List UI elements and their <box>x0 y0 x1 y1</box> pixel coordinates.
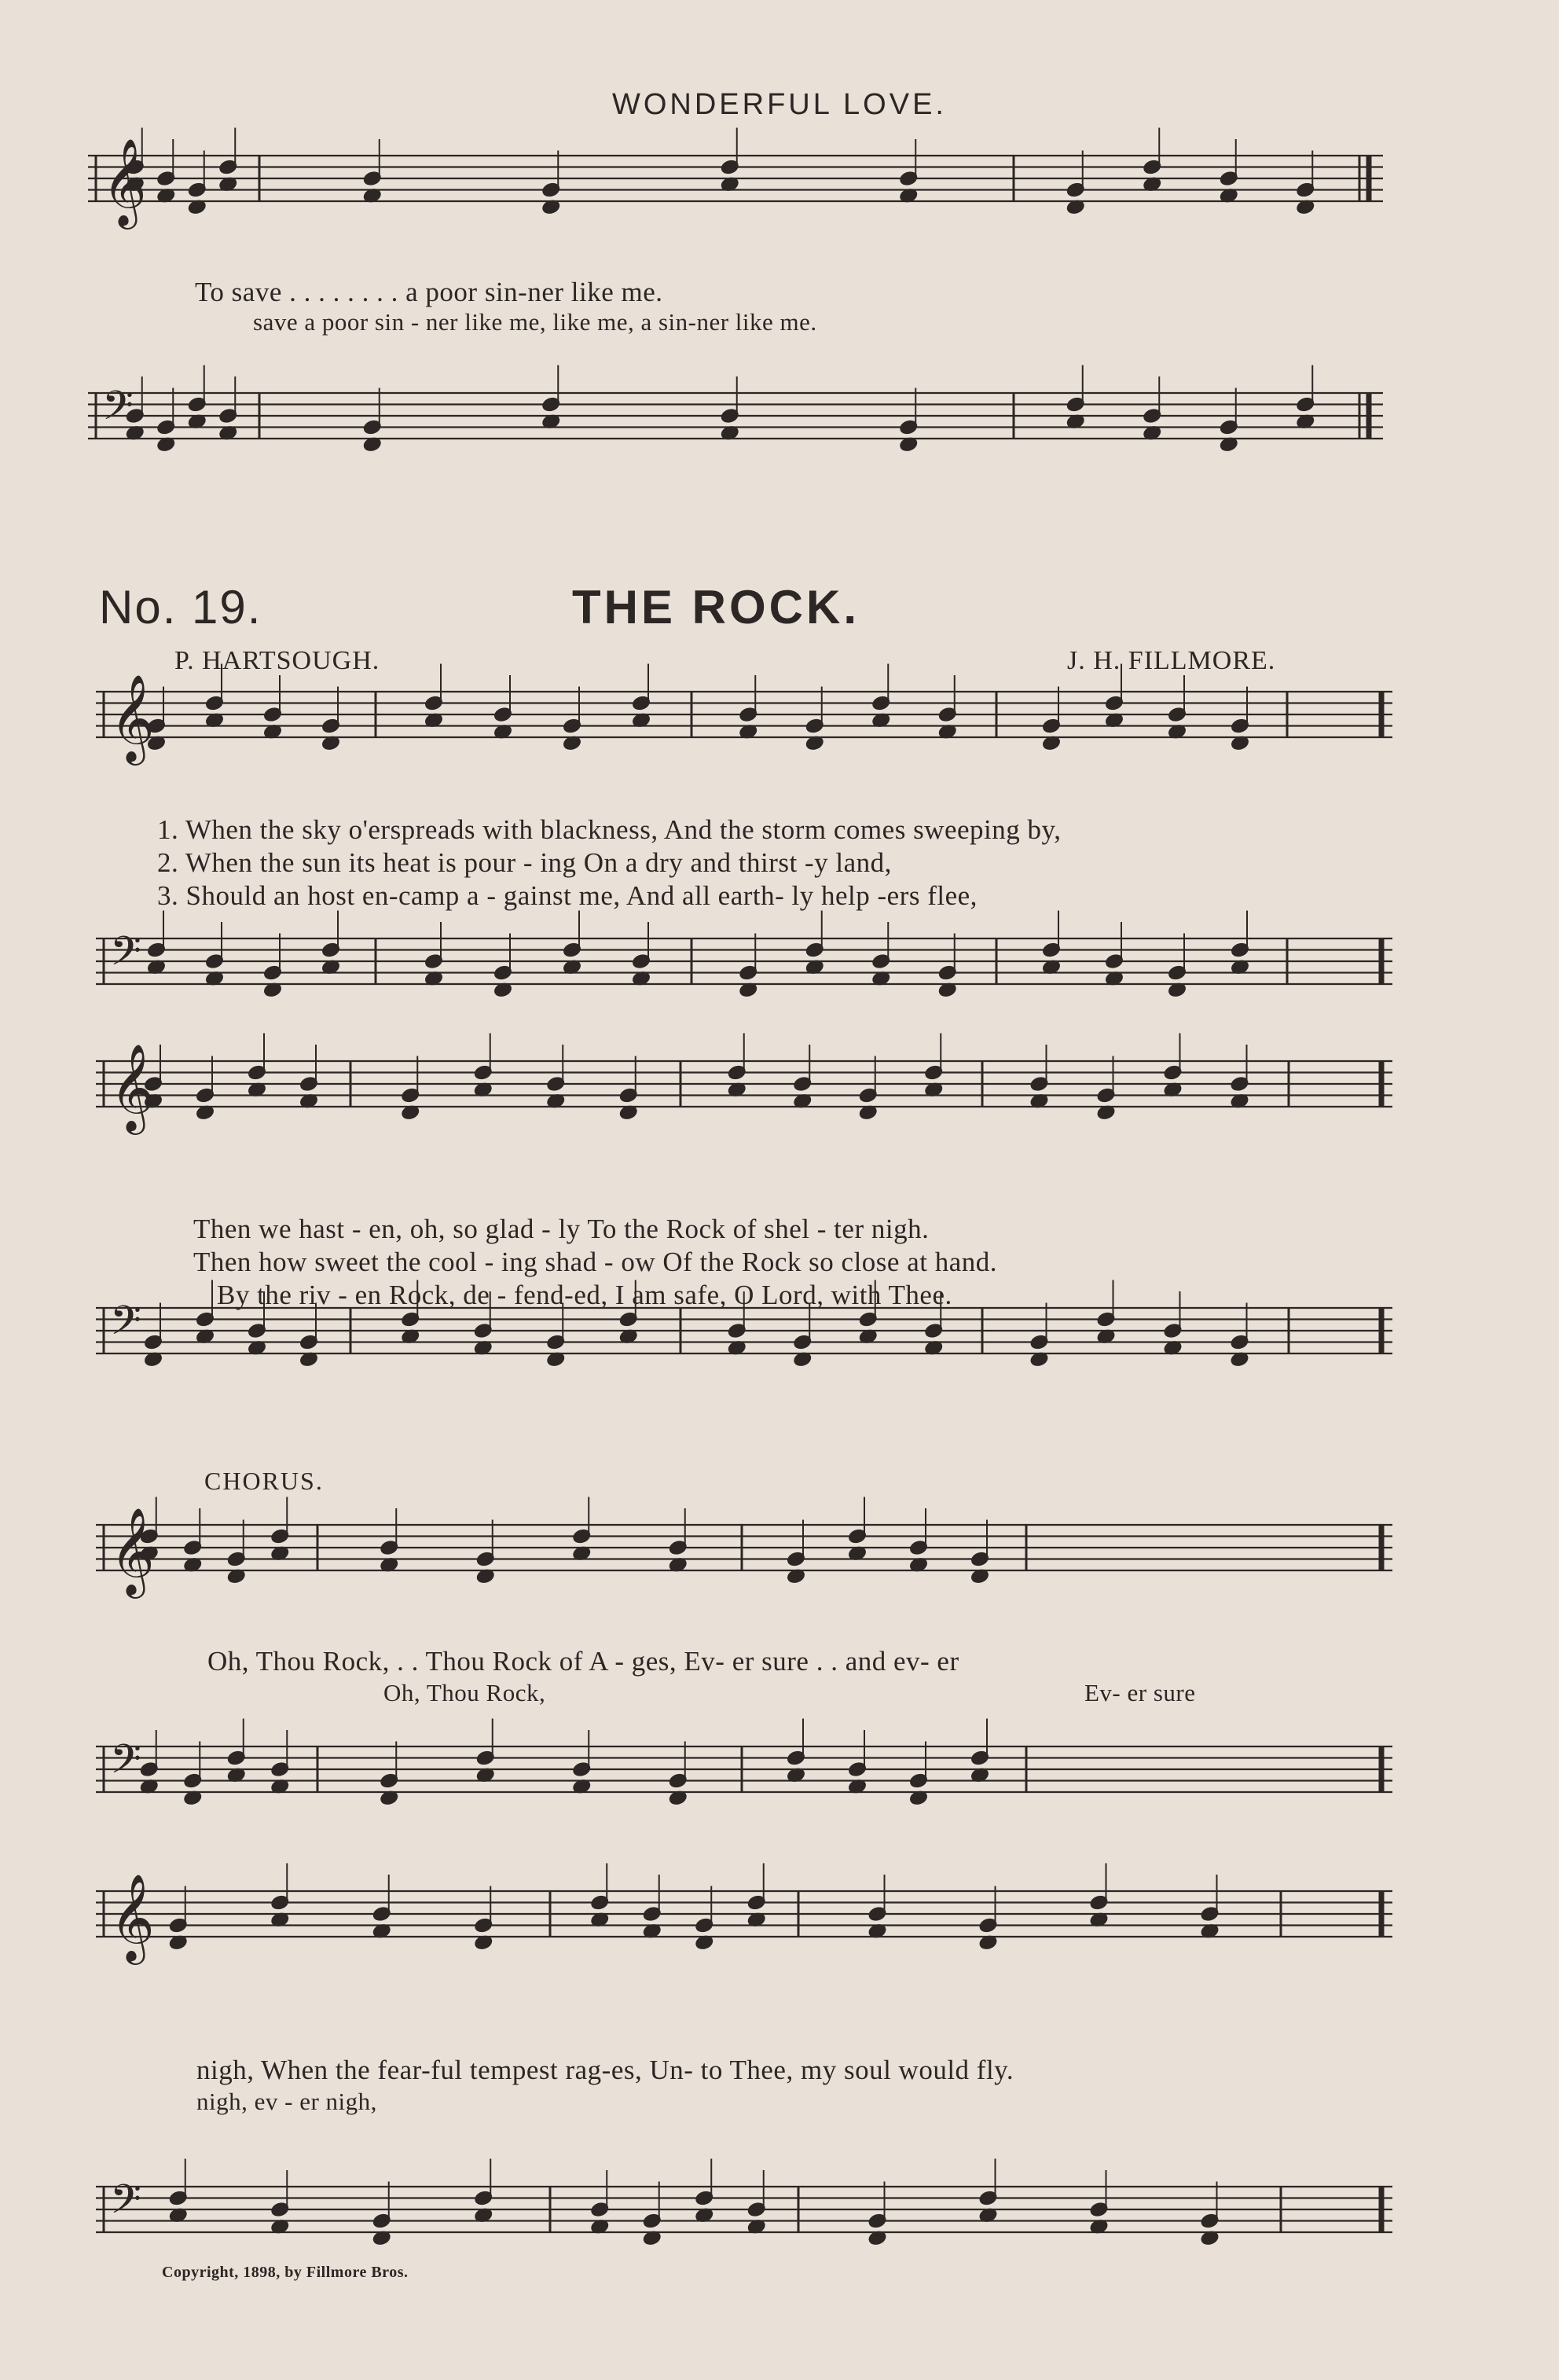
bass-clef-icon: 𝄢 <box>110 927 141 985</box>
verse-1-line-a: 1. When the sky o'erspreads with blackness, And the storm comes sweeping by, <box>157 814 1062 845</box>
verse-2-line-b: Then how sweet the cool - ing shad - ow Of the Rock so close at hand. <box>193 1247 998 1277</box>
treble-clef-icon: 𝄞 <box>110 674 155 762</box>
bass-clef-icon: 𝄢 <box>110 1735 141 1793</box>
bass-clef-icon: 𝄢 <box>110 1296 141 1354</box>
top-lyrics-line-1: To save . . . . . . . . a poor sin-ner like me. <box>195 277 663 307</box>
hymn-title: THE ROCK. <box>572 581 860 634</box>
copyright-notice: Copyright, 1898, by Fillmore Bros. <box>162 2264 409 2281</box>
verse-3-line-b: By the riv - en Rock, de - fend-ed, I am safe, O Lord, with Thee. <box>217 1280 952 1310</box>
treble-clef-icon: 𝄞 <box>110 1507 155 1595</box>
bass-clef-icon: 𝄢 <box>110 2175 141 2233</box>
treble-clef-icon: 𝄞 <box>110 1043 155 1131</box>
top-lyrics-line-2: save a poor sin - ner like me, like me, a sin-ner like me. <box>253 308 817 336</box>
bass-clef-icon: 𝄢 <box>102 381 134 439</box>
top-section-title: WONDERFUL LOVE. <box>612 88 947 121</box>
treble-clef-icon: 𝄞 <box>110 1873 155 1961</box>
verse-1-line-b: Then we hast - en, oh, so glad - ly To the Rock of shel - ter nigh. <box>193 1214 930 1244</box>
verse-3-line-a: 3. Should an host en-camp a - gainst me, And all earth- ly help -ers flee, <box>157 880 978 911</box>
chorus-bass-lyrics-1: Oh, Thou Rock, <box>383 1679 546 1706</box>
final-lyrics: nigh, When the fear-ful tempest rag-es, Un- to Thee, my soul would fly. <box>196 2055 1014 2085</box>
hymn-composer: J. H. FILLMORE. <box>1067 646 1276 675</box>
hymn-author: P. HARTSOUGH. <box>174 646 380 675</box>
chorus-lyrics: Oh, Thou Rock, . . Thou Rock of A - ges, Ev- er sure . . and ev- er <box>207 1646 959 1677</box>
chorus-bass-lyrics-2: Ev- er sure <box>1084 1679 1196 1706</box>
treble-clef-icon: 𝄞 <box>102 138 147 226</box>
verse-2-line-a: 2. When the sun its heat is pour - ing On a dry and thirst -y land, <box>157 847 892 878</box>
chorus-label: CHORUS. <box>204 1467 324 1495</box>
hymn-number: No. 19. <box>99 581 262 634</box>
final-bass-lyrics: nigh, ev - er nigh, <box>196 2088 377 2115</box>
